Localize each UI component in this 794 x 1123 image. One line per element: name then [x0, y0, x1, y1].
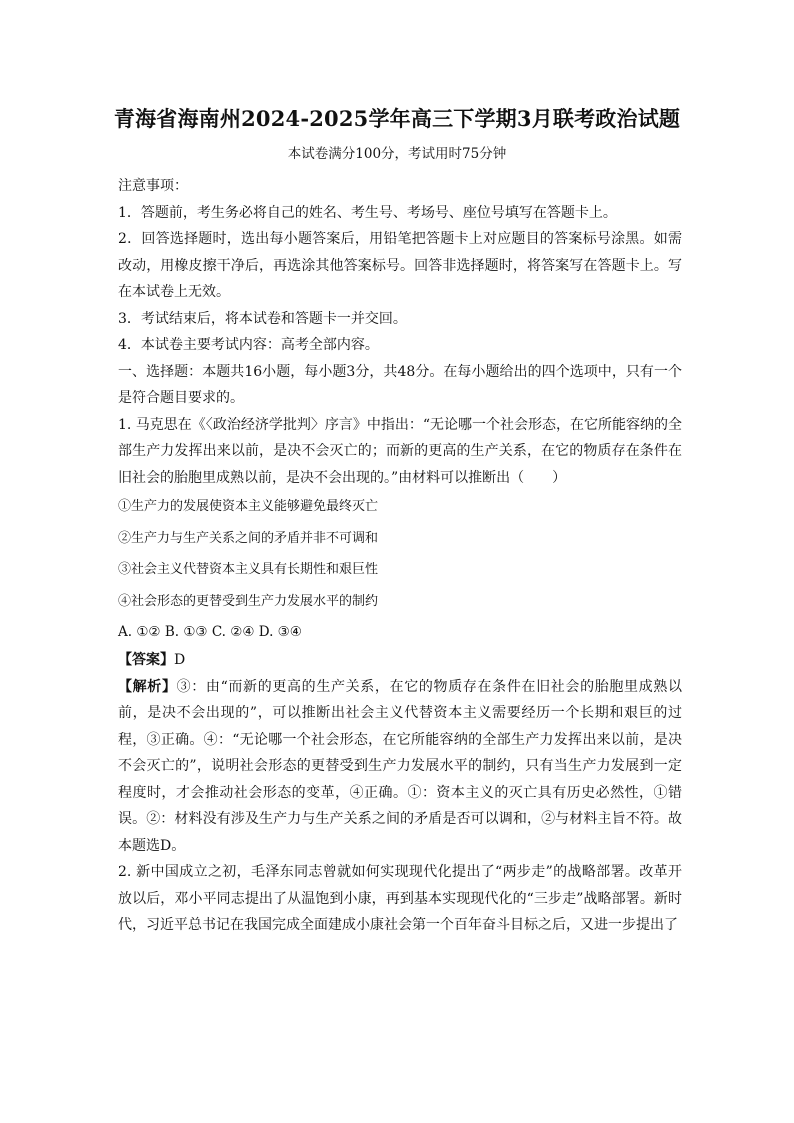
notice-item-4: 4．本试卷主要考试内容：高考全部内容。: [118, 337, 379, 353]
question-1-option-1: ①生产力的发展使资本主义能够避免最终灭亡: [118, 499, 379, 514]
question-1-analysis: [118, 674, 682, 860]
exam-body: [118, 173, 682, 939]
notice-item-3: 3．考试结束后，将本试卷和答题卡一并交回。: [118, 310, 407, 327]
section-heading: 一、选择题：本题共16小题，每小题3分，共48分。在每小题给出的四个选项中，只有一个是符合题目要求的。: [118, 363, 682, 406]
analysis-text: ③：由“而新的更高的生产关系，在它的物质存在条件在旧社会的胎胞里成熟以前，是决不会出现的”，可以推断出社会主义代替资本主义需要经历一个长期和艰巨的过程，③正确。④：“无论哪一个社会形态，在它所能容纳的全部生产力发挥出来以前，是决不会灭亡的”，说明社会形态的更替受到生产力发展水平的制约，只有当生产力发展到一定程度时，才会推动社会形态的变革，④正确。①：资本主义的灭亡具有历史必然性，①错误。②：材料没有涉及生产力与生产关系之间的矛盾是否可以调和，②与材料主旨不符。故本题选D。: [118, 678, 683, 854]
notice-heading: 注意事项：: [118, 178, 188, 194]
question-1-choices: A. ①② B. ①③ C. ②④ D. ③④: [118, 624, 302, 640]
answer-value: D: [174, 652, 186, 668]
question-1-stem: 1. 马克思在《〈政治经济学批判〉序言》中指出：“无论哪一个社会形态，在它所能容纳的全部生产力发挥出来以前，是决不会灭亡的；而新的更高的生产关系，在它的物质存在条件在旧社会的胎胞里成熟以前，是决不会出现的。”由材料可以推断出（ ）: [118, 416, 682, 486]
question-2-stem: 2. 新中国成立之初，毛泽东同志曾就如何实现现代化提出了“两步走”的战略部署。改革开放以后，邓小平同志提出了从温饱到小康，再到基本实现现代化的“三步走”战略部署。新时代，习近平总书记在我国完成全面建成小康社会第一个百年奋斗目标之后，又进一步提出了: [118, 864, 682, 933]
notice-item-1: 1．答题前，考生务必将自己的姓名、考生号、考场号、座位号填写在答题卡上。: [118, 204, 617, 221]
answer-label: 【答案】: [118, 652, 174, 668]
question-1-option-4: ④社会形态的更替受到生产力发展水平的制约: [118, 593, 379, 609]
page-title: 青海省海南州2024-2025学年高三下学期3月联考政治试题: [113, 106, 681, 131]
question-1-option-2: ②生产力与生产关系之间的矛盾并非不可调和: [118, 530, 379, 546]
exam-subtitle: 本试卷满分100分，考试用时75分钟: [287, 146, 507, 162]
notice-item-2: 2．回答选择题时，选出每小题答案后，用铅笔把答题卡上对应题目的答案标号涂黑。如需改动，用橡皮擦干净后，再选涂其他答案标号。回答非选择题时，将答案写在答题卡上。写在本试卷上无效。: [118, 231, 682, 300]
question-1-option-3: ③社会主义代替资本主义具有长期性和艰巨性: [118, 562, 379, 577]
question-1-answer: [118, 647, 682, 674]
analysis-label: 【解析】: [118, 678, 177, 695]
